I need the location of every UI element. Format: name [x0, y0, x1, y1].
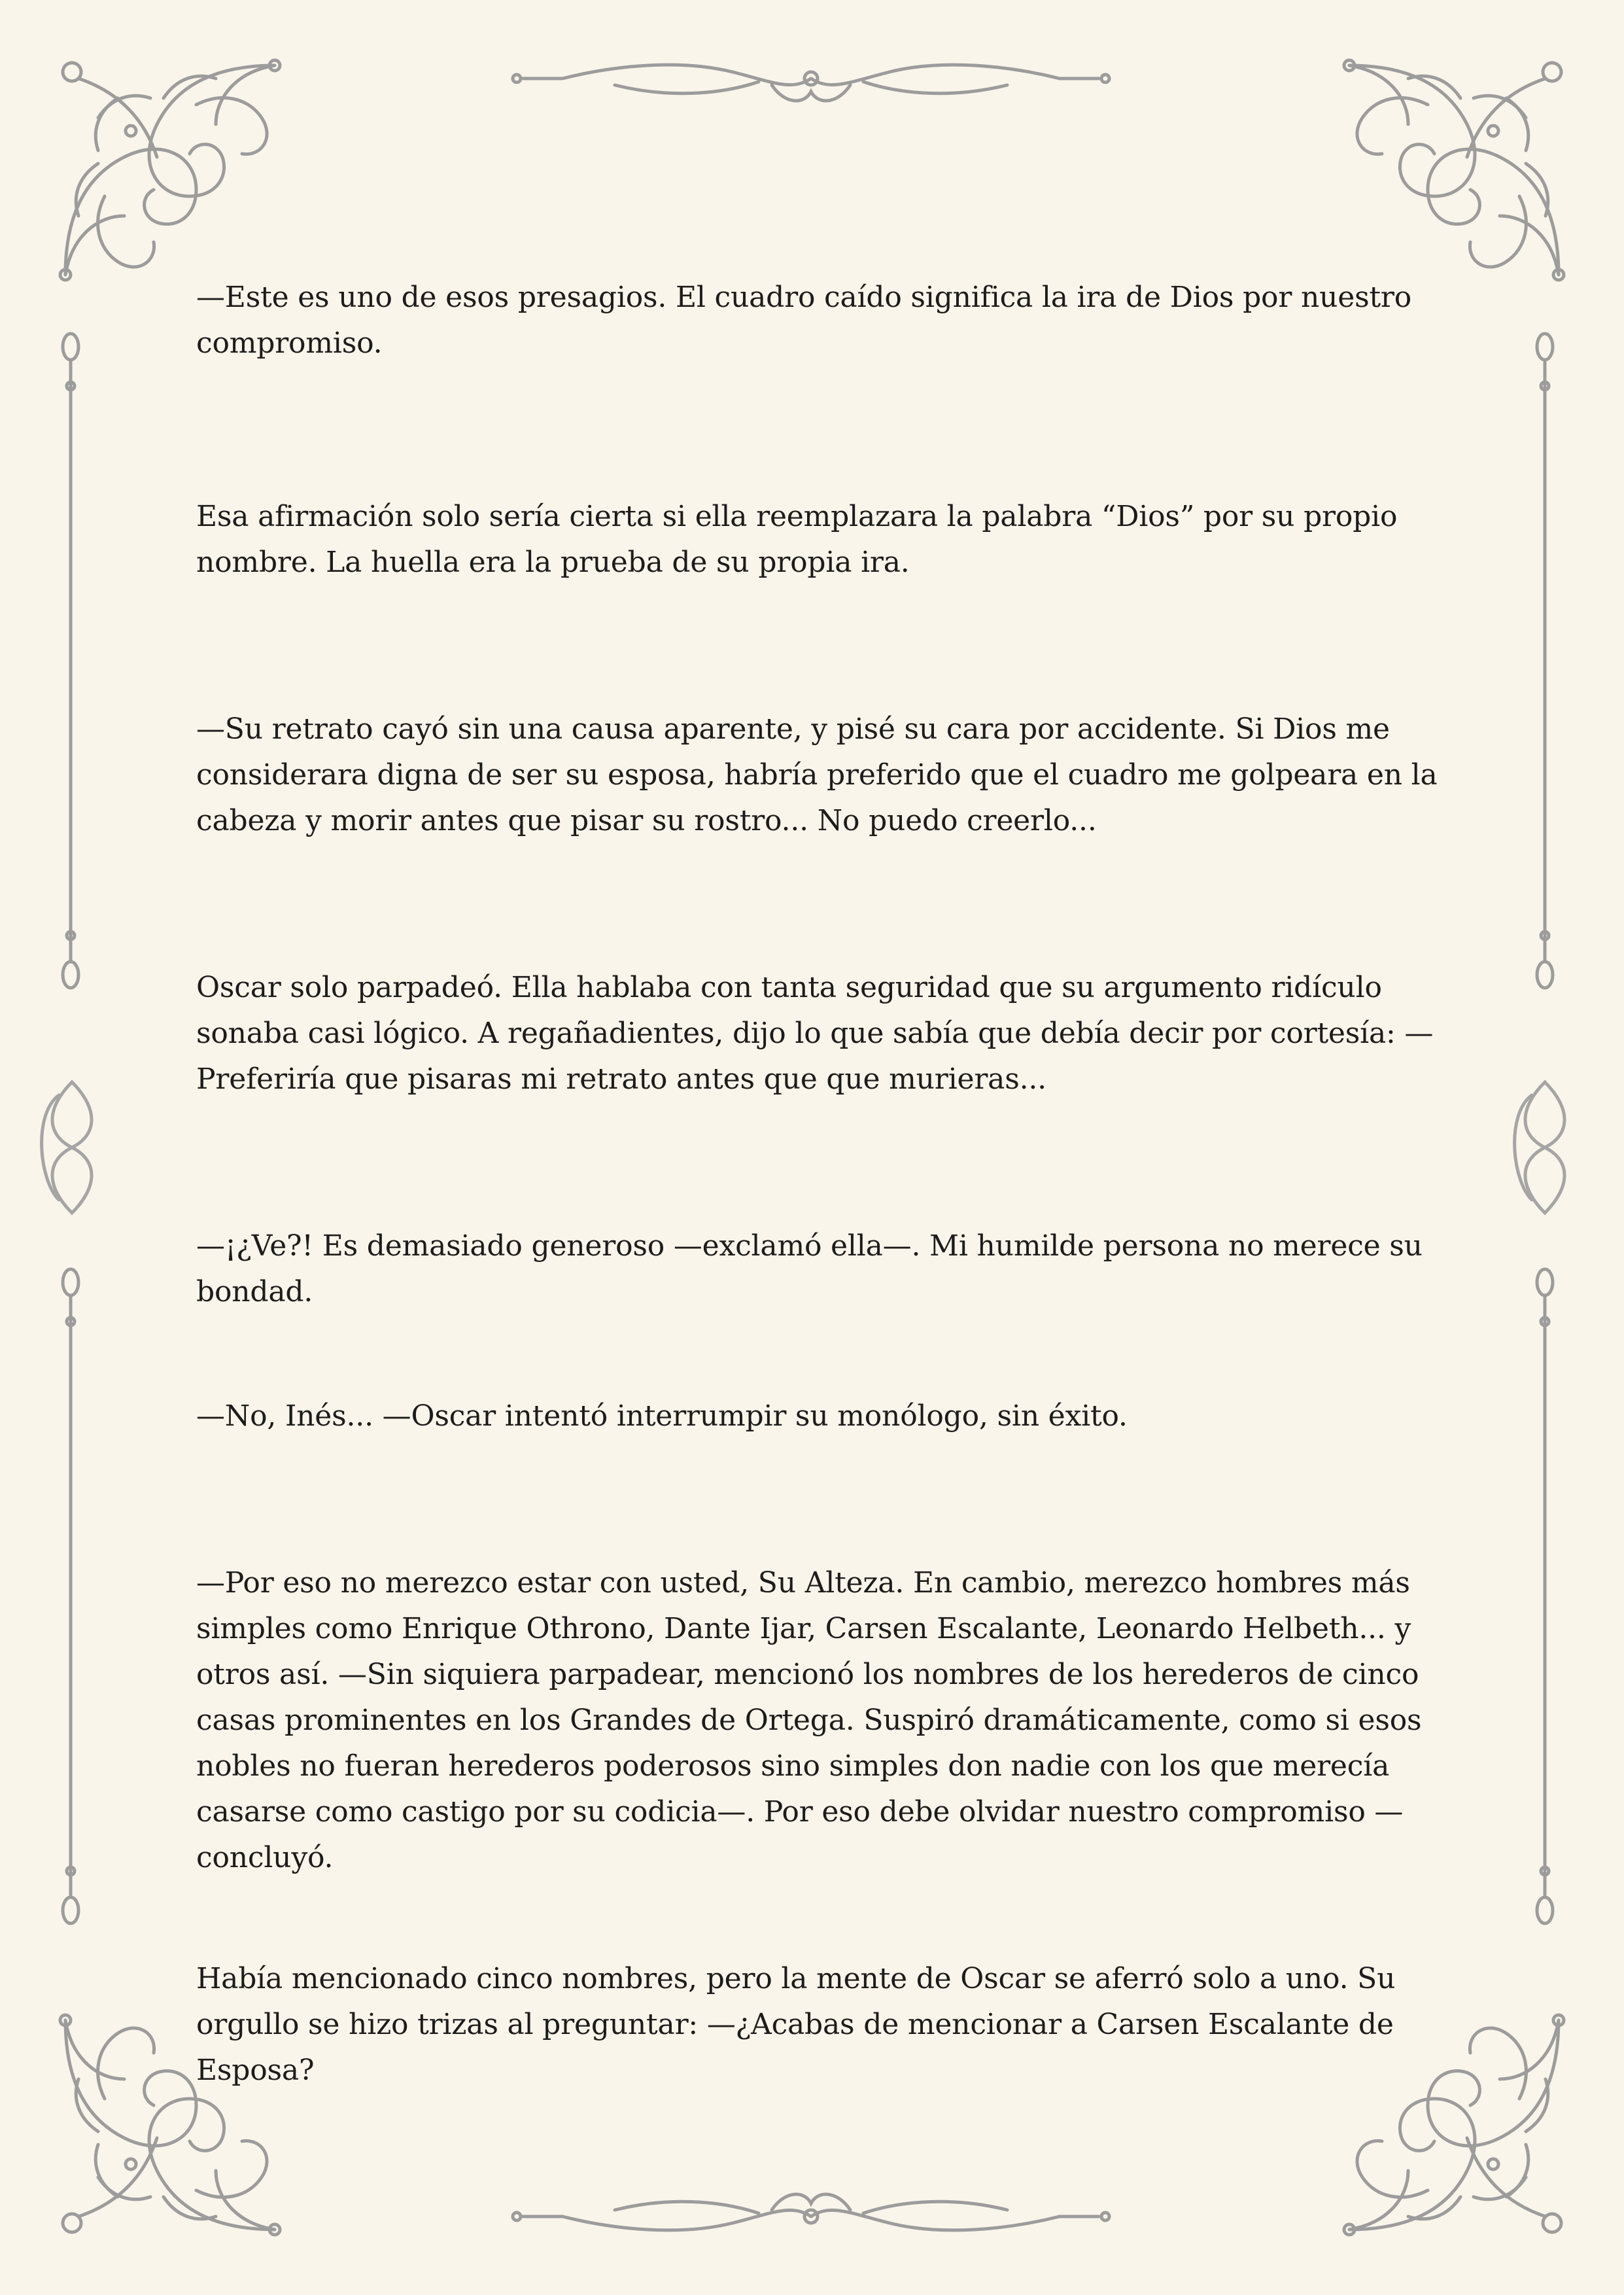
paragraph: —Su retrato cayó sin una causa aparente, y pisé su cara por accidente. Si Dios me considerara digna de ser su esposa, habría preferido que el cuadro me golpeara en la cabeza y morir antes que pisar su rostro... No puedo creerlo...	[196, 712, 1438, 837]
paragraph: Oscar solo parpadeó. Ella hablaba con tanta seguridad que su argumento ridículo sonaba casi lógico. A regañadientes, dijo lo que sabía que debía decir por cortesía: —Preferiría que pisaras mi retrato antes que que murieras...	[196, 971, 1434, 1096]
paragraph: Había mencionado cinco nombres, pero la mente de Oscar se aferró solo a uno. Su orgullo se hizo trizas al preguntar: —¿Acabas de mencionar a Carsen Escalante de Esposa?	[196, 1962, 1396, 2087]
paragraph: —Este es uno de esos presagios. El cuadro caído significa la ira de Dios por nuestro compromiso.	[196, 281, 1412, 360]
paragraph: —¡¿Ve?! Es demasiado generoso —exclamó ella—. Mi humilde persona no merece su bondad.	[196, 1229, 1423, 1308]
paragraph: —Por eso no merezco estar con usted, Su Alteza. En cambio, merezco hombres más simples como Enrique Othrono, Dante Ijar, Carsen Escalante, Leonardo Helbeth... y otros así. —Sin siquiera parpadear, mencionó los nombres de los herederos de cinco casas prominentes en los Grandes de Ortega. Suspiró dramáticamente, como si esos nobles no fueran herederos poderosos sino simples don nadie con los que merecía casarse como castigo por su codicia—. Por eso debe olvidar nuestro compromiso —concluyó.	[196, 1566, 1422, 1874]
paragraph: Esa afirmación solo sería cierta si ella reemplazara la palabra “Dios” por su propio nombre. La huella era la prueba de su propia ira.	[196, 500, 1398, 579]
paragraph: —No, Inés... —Oscar intentó interrumpir su monólogo, sin éxito.	[196, 1399, 1128, 1433]
